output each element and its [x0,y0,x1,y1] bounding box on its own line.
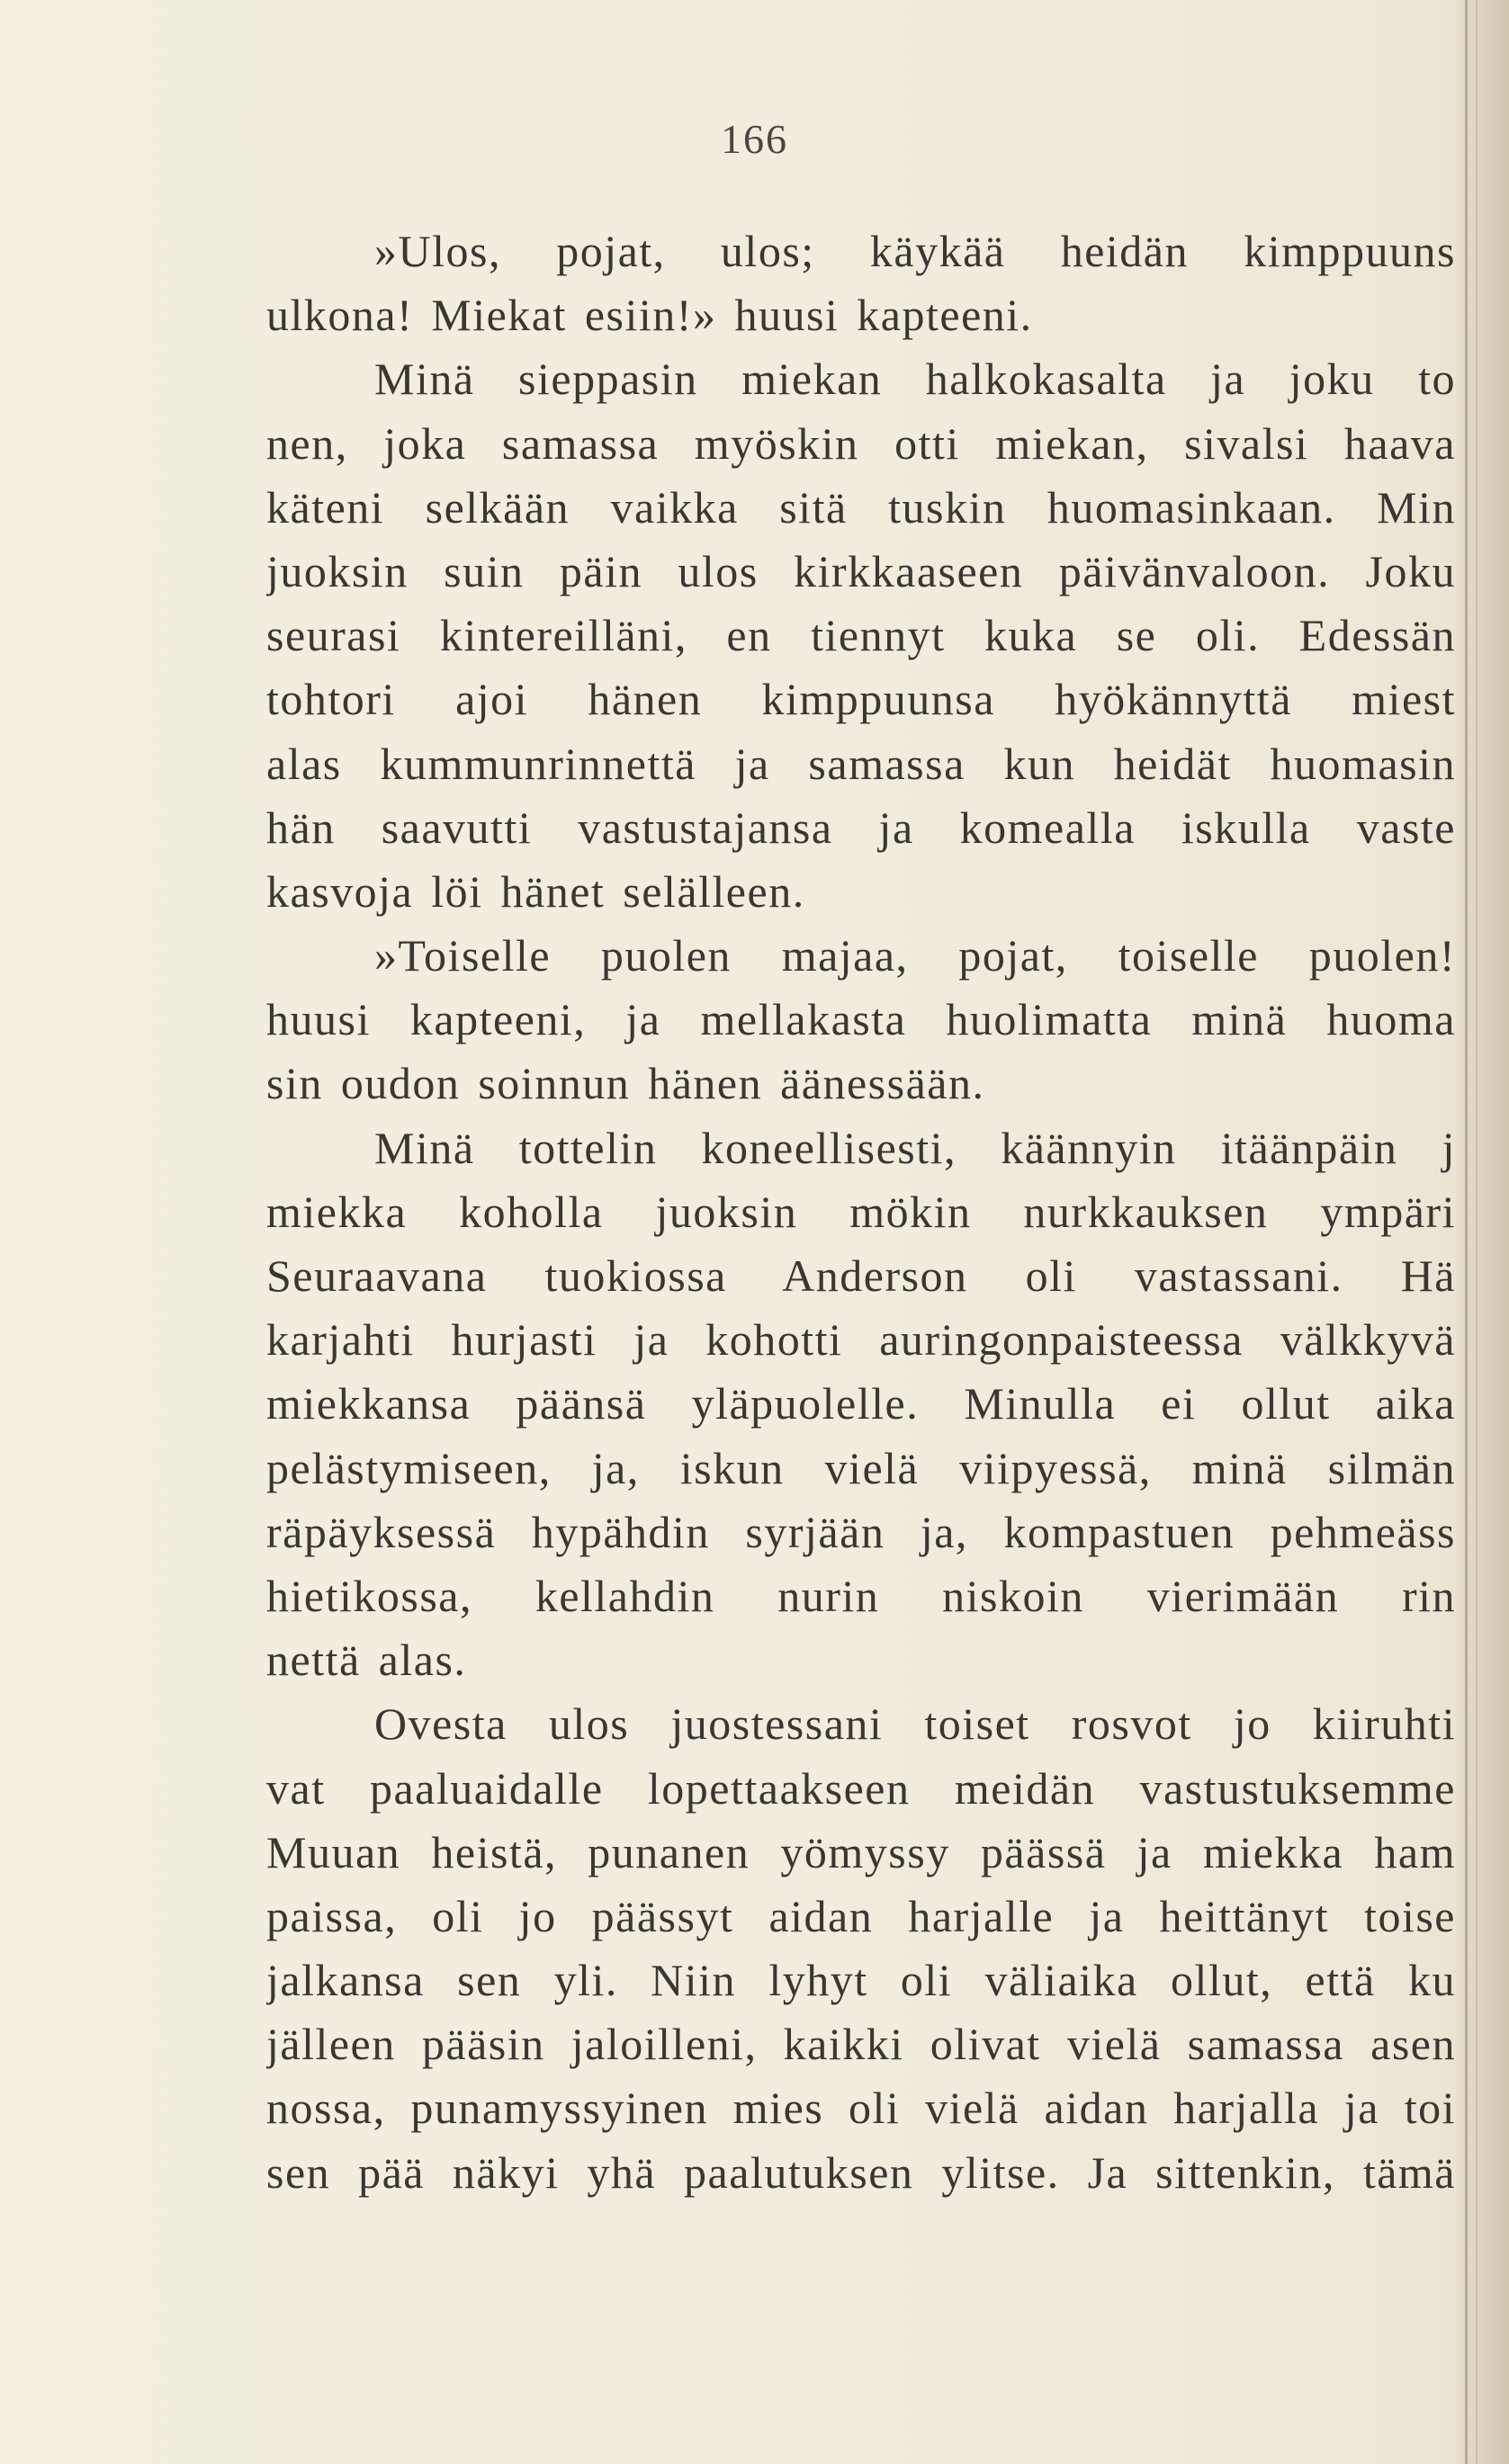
text-line: miekkansa päänsä yläpuolelle. Minulla ei ollut aika [266,1378,1456,1429]
text-line: seurasi kintereilläni, en tiennyt kuka se oli. Edessän [266,610,1456,661]
text-line: »Toiselle puolen majaa, pojat, toiselle puolen! [374,930,1456,981]
text-line: räpäyksessä hypähdin syrjään ja, kompastuen pehmeäss [266,1506,1456,1557]
text-line: Minä sieppasin miekan halkokasalta ja joku to [374,354,1456,405]
text-line: ulkona! Miekat esiin!» huusi kapteeni. [266,290,1033,341]
text-line: jälleen pääsin jaloilleni, kaikki olivat vielä samassa asen [266,2019,1456,2070]
text-line: hän saavutti vastustajansa ja komealla iskulla vaste [266,802,1456,853]
text-line: »Ulos, pojat, ulos; käykää heidän kimppuuns [374,226,1456,276]
text-line: vat paaluaidalle lopettaakseen meidän vastustuksemme [266,1762,1456,1814]
gutter-shadow-line-secondary [1476,0,1478,2464]
text-line: miekka koholla juoksin mökin nurkkauksen ympäri [266,1186,1456,1237]
text-line: tohtori ajoi hänen kimppuunsa hyökännyttä miest [266,674,1456,725]
text-line: pelästymiseen, ja, iskun vielä viipyessä, minä silmän [266,1442,1456,1493]
text-line: sin oudon soinnun hänen äänessään. [266,1058,985,1109]
page-number: 166 [721,116,788,162]
text-line: sen pää näkyi yhä paalutuksen ylitse. Ja sittenkin, tämä [266,2146,1456,2198]
text-line: Seuraavana tuokiossa Anderson oli vastassani. Hä [266,1250,1456,1301]
text-line: huusi kapteeni, ja mellakasta huolimatta minä huoma [266,994,1456,1045]
text-line: käteni selkään vaikka sitä tuskin huomasinkaan. Min [266,481,1456,533]
text-line: Minä tottelin koneellisesti, käännyin itäänpäin j [374,1122,1456,1173]
text-line: karjahti hurjasti ja kohotti auringonpaisteessa välkkyvä [266,1314,1456,1366]
body-text [266,220,1470,2235]
text-line: Ovesta ulos juostessani toiset rosvot jo kiiruhti [374,1698,1456,1750]
text-line: juoksin suin päin ulos kirkkaaseen päivänvaloon. Joku [266,545,1456,596]
text-line: Muuan heistä, punanen yömyssy päässä ja miekka ham [266,1826,1456,1877]
text-line: paissa, oli jo päässyt aidan harjalle ja heittänyt toise [266,1890,1456,1941]
text-line: alas kummunrinnettä ja samassa kun heidät huomasin [266,738,1456,789]
text-line: nen, joka samassa myöskin otti miekan, sivalsi haava [266,417,1456,469]
text-line: nossa, punamyssyinen mies oli vielä aidan harjalla ja toi [266,2083,1456,2134]
text-line: nettä alas. [266,1635,467,1686]
text-line: kasvoja löi hänet selälleen. [266,865,805,917]
text-line: jalkansa sen yli. Niin lyhyt oli väliaika ollut, että ku [266,1955,1456,2006]
text-line: hietikossa, kellahdin nurin niskoin vierimään rin [266,1570,1456,1621]
